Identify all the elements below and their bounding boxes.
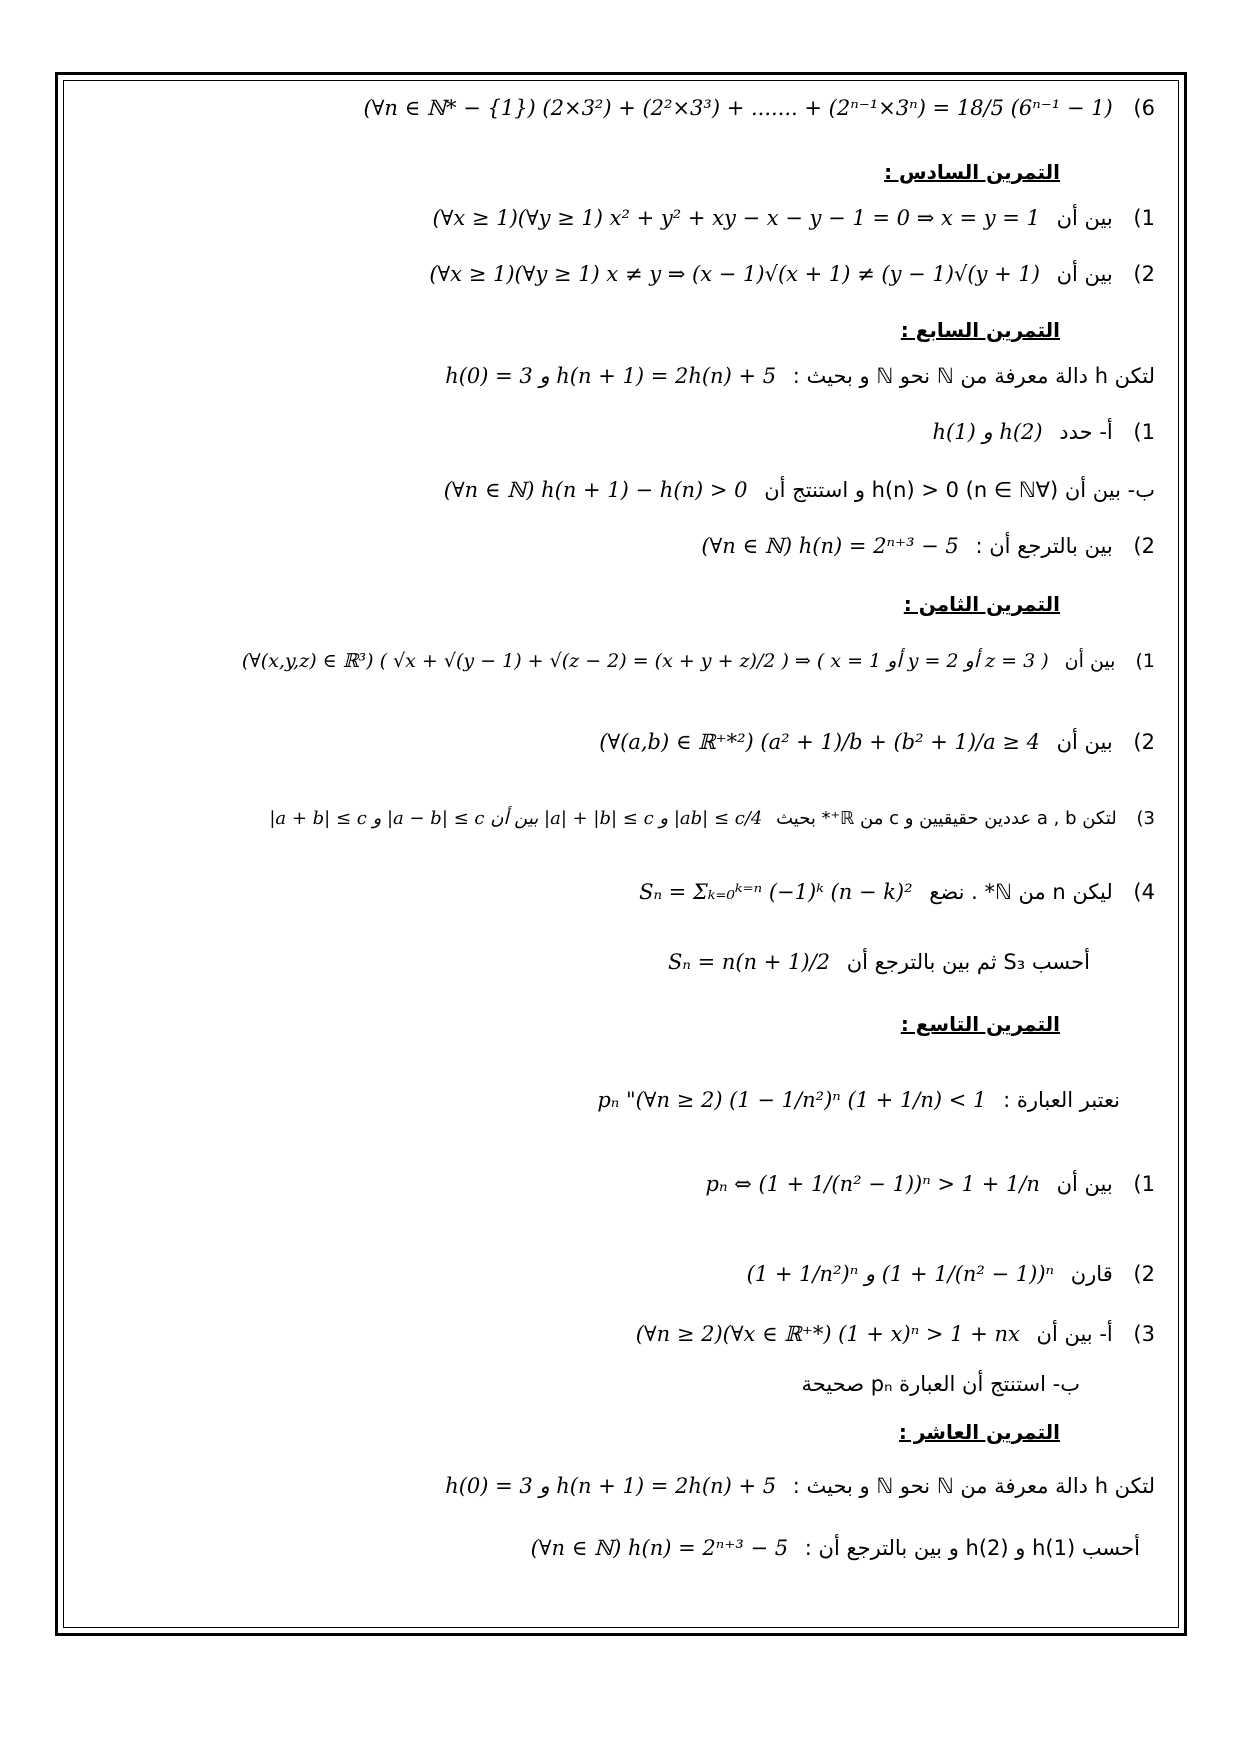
ex7-intro: لتكن h دالة معرفة من ℕ نحو ℕ و بحيث : h(0) = 3 و h(n + 1) = 2h(n) + 5 (445, 364, 1155, 388)
ex8-item-1: 1) بين أن (∀(x,y,z) ∈ ℝ³) ( √x + √(y − 1) + √(z − 2) = (x + y + z)/2 ) ⇒ ( x = 1 أو y = 2 أو z = 3 ) (241, 650, 1155, 672)
ex9-item-3a: 3) أ- بين أن (∀n ≥ 2)(∀x ∈ ℝ⁺*) (1 + x)ⁿ > 1 + nx (635, 1322, 1155, 1346)
ex5-item-6 (0, 96, 1155, 120)
item-number: 6) (1133, 96, 1155, 120)
ex7-item-1b: ب- بين أن (∀n ∈ ℕ) h(n) > 0 و استنتج أن (∀n ∈ ℕ) h(n + 1) − h(n) > 0 (443, 478, 1155, 502)
ex10-intro: لتكن h دالة معرفة من ℕ نحو ℕ و بحيث : h(0) = 3 و h(n + 1) = 2h(n) + 5 (445, 1474, 1155, 1498)
exercise-6-heading: التمرين السادس : (884, 160, 1060, 184)
formula: (∀n ∈ ℕ* − {1}) (2×3²) + (2²×3³) + ....... + (2ⁿ⁻¹×3ⁿ) = 18/5 (6ⁿ⁻¹ − 1) (363, 96, 1113, 120)
ex10-item: أحسب h(1) و h(2) و بين بالترجع أن : (∀n ∈ ℕ) h(n) = 2ⁿ⁺³ − 5 (530, 1536, 1140, 1560)
ex8-item-3: 3) لتكن a , b عددين حقيقيين و c من ℝ⁺* بحيث |a + b| ≤ c و |a − b| ≤ c بين أن |a| + |b| ≤ c و |ab| ≤ c/4 (269, 808, 1155, 829)
ex8-item-4: 4) ليكن n من ℕ* . نضع Sₙ = Σₖ₌₀ᵏ⁼ⁿ (−1)ᵏ (n − k)² (639, 880, 1155, 904)
ex9-item-3b: ب- استنتج أن العبارة pₙ صحيحة (801, 1372, 1080, 1396)
ex9-intro: نعتبر العبارة : pₙ "(∀n ≥ 2) (1 − 1/n²)ⁿ (1 + 1/n) < 1 (597, 1088, 1120, 1112)
exercise-10-heading: التمرين العاشر : (898, 1420, 1060, 1444)
ex6-item-2: 2) بين أن (∀x ≥ 1)(∀y ≥ 1) x ≠ y ⇒ (x − 1)√(x + 1) ≠ (y − 1)√(y + 1) (429, 262, 1155, 286)
ex7-item-1a: 1) أ- حدد h(1) و h(2) (932, 420, 1155, 444)
ex9-item-2: 2) قارن (1 + 1/n²)ⁿ و (1 + 1/(n² − 1))ⁿ (746, 1262, 1155, 1286)
ex8-item-4-cont: أحسب S₃ ثم بين بالترجع أن Sₙ = n(n + 1)/2 (668, 950, 1090, 974)
ex7-item-2: 2) بين بالترجع أن : (∀n ∈ ℕ) h(n) = 2ⁿ⁺³ − 5 (701, 534, 1155, 558)
ex6-item-1: 1) بين أن (∀x ≥ 1)(∀y ≥ 1) x² + y² + xy − x − y − 1 = 0 ⇒ x = y = 1 (432, 206, 1155, 230)
exercise-8-heading: التمرين الثامن : (903, 592, 1060, 616)
exercise-7-heading: التمرين السابع : (900, 318, 1060, 342)
exercise-9-heading: التمرين التاسع : (900, 1012, 1060, 1036)
ex9-item-1: 1) بين أن pₙ ⇔ (1 + 1/(n² − 1))ⁿ > 1 + 1/n (705, 1172, 1155, 1196)
ex8-item-2: 2) بين أن (∀(a,b) ∈ ℝ⁺*²) (a² + 1)/b + (b² + 1)/a ≥ 4 (599, 730, 1155, 754)
